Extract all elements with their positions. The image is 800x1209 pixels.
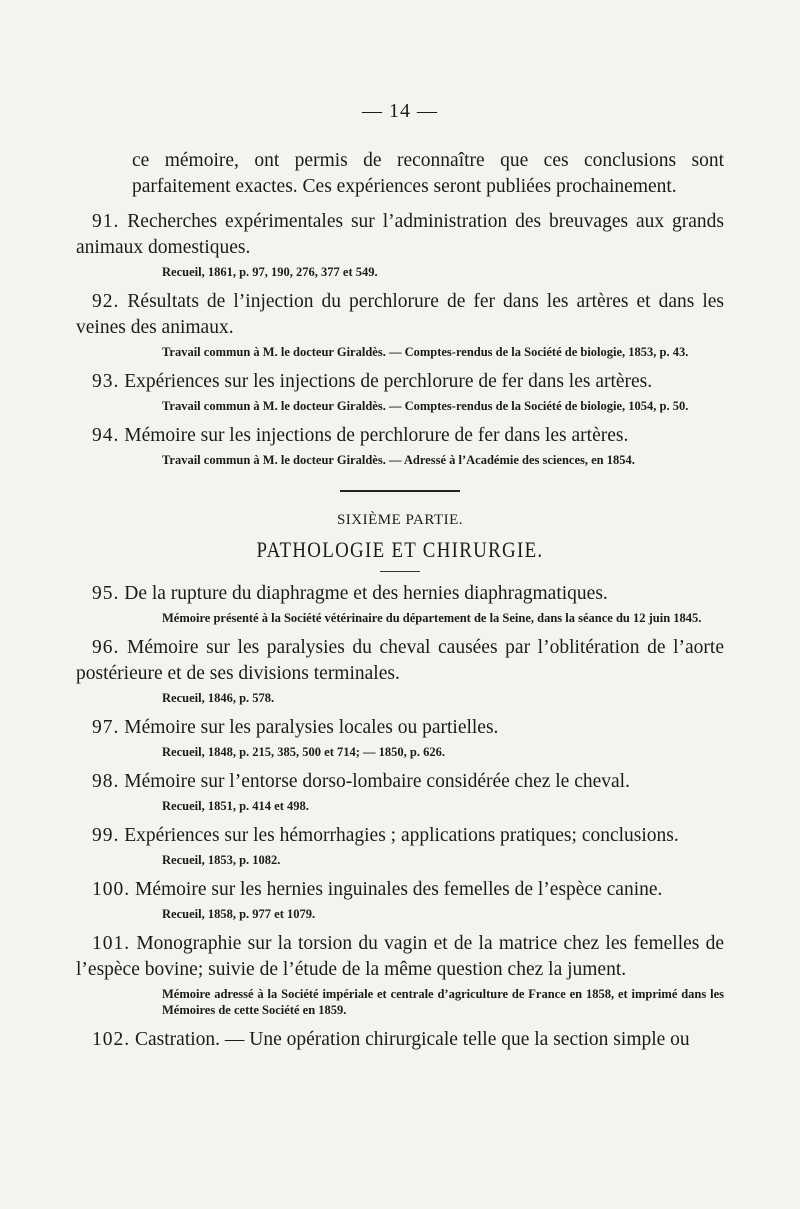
entry-reference: Mémoire présenté à la Société vétérinaire du département de la Seine, dans la séance du 12 juin 1845. (162, 611, 702, 625)
entry-reference: Recueil, 1853, p. 1082. (162, 853, 281, 867)
entry-reference: Travail commun à M. le docteur Giraldès. — Comptes-rendus de la Société de biologie, 1853, p. 43. (162, 345, 689, 359)
entry-number: 92. (92, 291, 120, 312)
entry-text (76, 931, 724, 983)
bibliography-entry (76, 369, 724, 414)
entry-reference: Mémoire adressé à la Société impériale et centrale d’agriculture de France en 1858, et imprimé dans les Mémoires de cette Société en 1859. (162, 987, 724, 1017)
entry-number: 91. (92, 211, 120, 232)
entry-text (76, 1027, 724, 1053)
entry-title: Mémoire sur les paralysies du cheval causées par l’oblitération de l’aorte postérieure et de ses divisions terminales. (76, 637, 724, 684)
entry-number: 102. (92, 1029, 131, 1050)
entry-list-a (76, 209, 724, 468)
entry-title: Castration. — Une opération chirurgicale telle que la section simple ou (135, 1029, 690, 1050)
intro-continuation: ce mémoire, ont permis de reconnaître que ces conclusions sont parfaitement exactes. Ces expériences seront publiées prochainement. (132, 150, 724, 197)
entry-text (76, 877, 724, 903)
bibliography-entry (76, 877, 724, 922)
section-divider (340, 490, 460, 492)
entry-text (76, 769, 724, 795)
entry-title: Mémoire sur les injections de perchlorure de fer dans les artères. (124, 425, 629, 446)
bibliography-entry (76, 581, 724, 626)
entry-text (76, 823, 724, 849)
entry-reference: Travail commun à M. le docteur Giraldès. — Adressé à l’Académie des sciences, en 1854. (162, 453, 635, 467)
entry-text (76, 581, 724, 607)
entry-reference: Recueil, 1848, p. 215, 385, 500 et 714; — 1850, p. 626. (162, 745, 445, 759)
entry-reference: Recueil, 1858, p. 977 et 1079. (162, 907, 316, 921)
section-title: PATHOLOGIE ET CHIRURGIE. (256, 537, 544, 562)
page-number: — 14 — (362, 100, 438, 122)
bibliography-entry (76, 423, 724, 468)
entry-reference: Recueil, 1851, p. 414 et 498. (162, 799, 309, 813)
entry-number: 94. (92, 425, 120, 446)
entry-number: 99. (92, 825, 120, 846)
entry-reference: Recueil, 1861, p. 97, 190, 276, 377 et 549. (162, 265, 378, 279)
bibliography-entry (76, 769, 724, 814)
bibliography-entry (76, 209, 724, 280)
entry-number: 100. (92, 879, 131, 900)
entry-text (76, 715, 724, 741)
entry-title: Résultats de l’injection du perchlorure de fer dans les artères et dans les veines des animaux. (76, 291, 725, 338)
entry-title: Mémoire sur les paralysies locales ou partielles. (124, 717, 499, 738)
entry-number: 96. (92, 637, 120, 658)
entry-title: De la rupture du diaphragme et des hernies diaphragmatiques. (124, 583, 608, 604)
entry-title: Monographie sur la torsion du vagin et de la matrice chez les femelles de l’espèce bovine; suivie de l’étude de la même question chez la jument. (76, 933, 724, 980)
entry-number: 95. (92, 583, 120, 604)
entry-title: Mémoire sur l’entorse dorso-lombaire considérée chez le cheval. (124, 771, 630, 792)
entry-text (76, 369, 724, 395)
entry-title: Expériences sur les hémorrhagies ; applications pratiques; conclusions. (124, 825, 679, 846)
bibliography-entry (76, 1027, 724, 1053)
entry-number: 98. (92, 771, 120, 792)
entry-number: 93. (92, 371, 120, 392)
entry-title: Mémoire sur les hernies inguinales des femelles de l’espèce canine. (135, 879, 663, 900)
entry-list-b (76, 581, 724, 1053)
entry-reference: Travail commun à M. le docteur Giraldès. — Comptes-rendus de la Société de biologie, 1054, p. 50. (162, 399, 689, 413)
entry-title: Recherches expérimentales sur l’administration des breuvages aux grands animaux domestiques. (76, 211, 725, 258)
bibliography-entry (76, 931, 724, 1018)
bibliography-entry (76, 289, 724, 360)
title-underline (380, 571, 420, 572)
entry-text (76, 209, 724, 261)
entry-title: Expériences sur les injections de perchlorure de fer dans les artères. (124, 371, 653, 392)
part-label: SIXIÈME PARTIE. (336, 512, 464, 528)
text-column (76, 148, 724, 1053)
bibliography-entry (76, 715, 724, 760)
entry-text (76, 635, 724, 687)
entry-text (76, 423, 724, 449)
bibliography-entry (76, 635, 724, 706)
bibliography-entry (76, 823, 724, 868)
entry-number: 101. (92, 933, 131, 954)
entry-number: 97. (92, 717, 120, 738)
entry-text (76, 289, 724, 341)
entry-reference: Recueil, 1846, p. 578. (162, 691, 275, 705)
